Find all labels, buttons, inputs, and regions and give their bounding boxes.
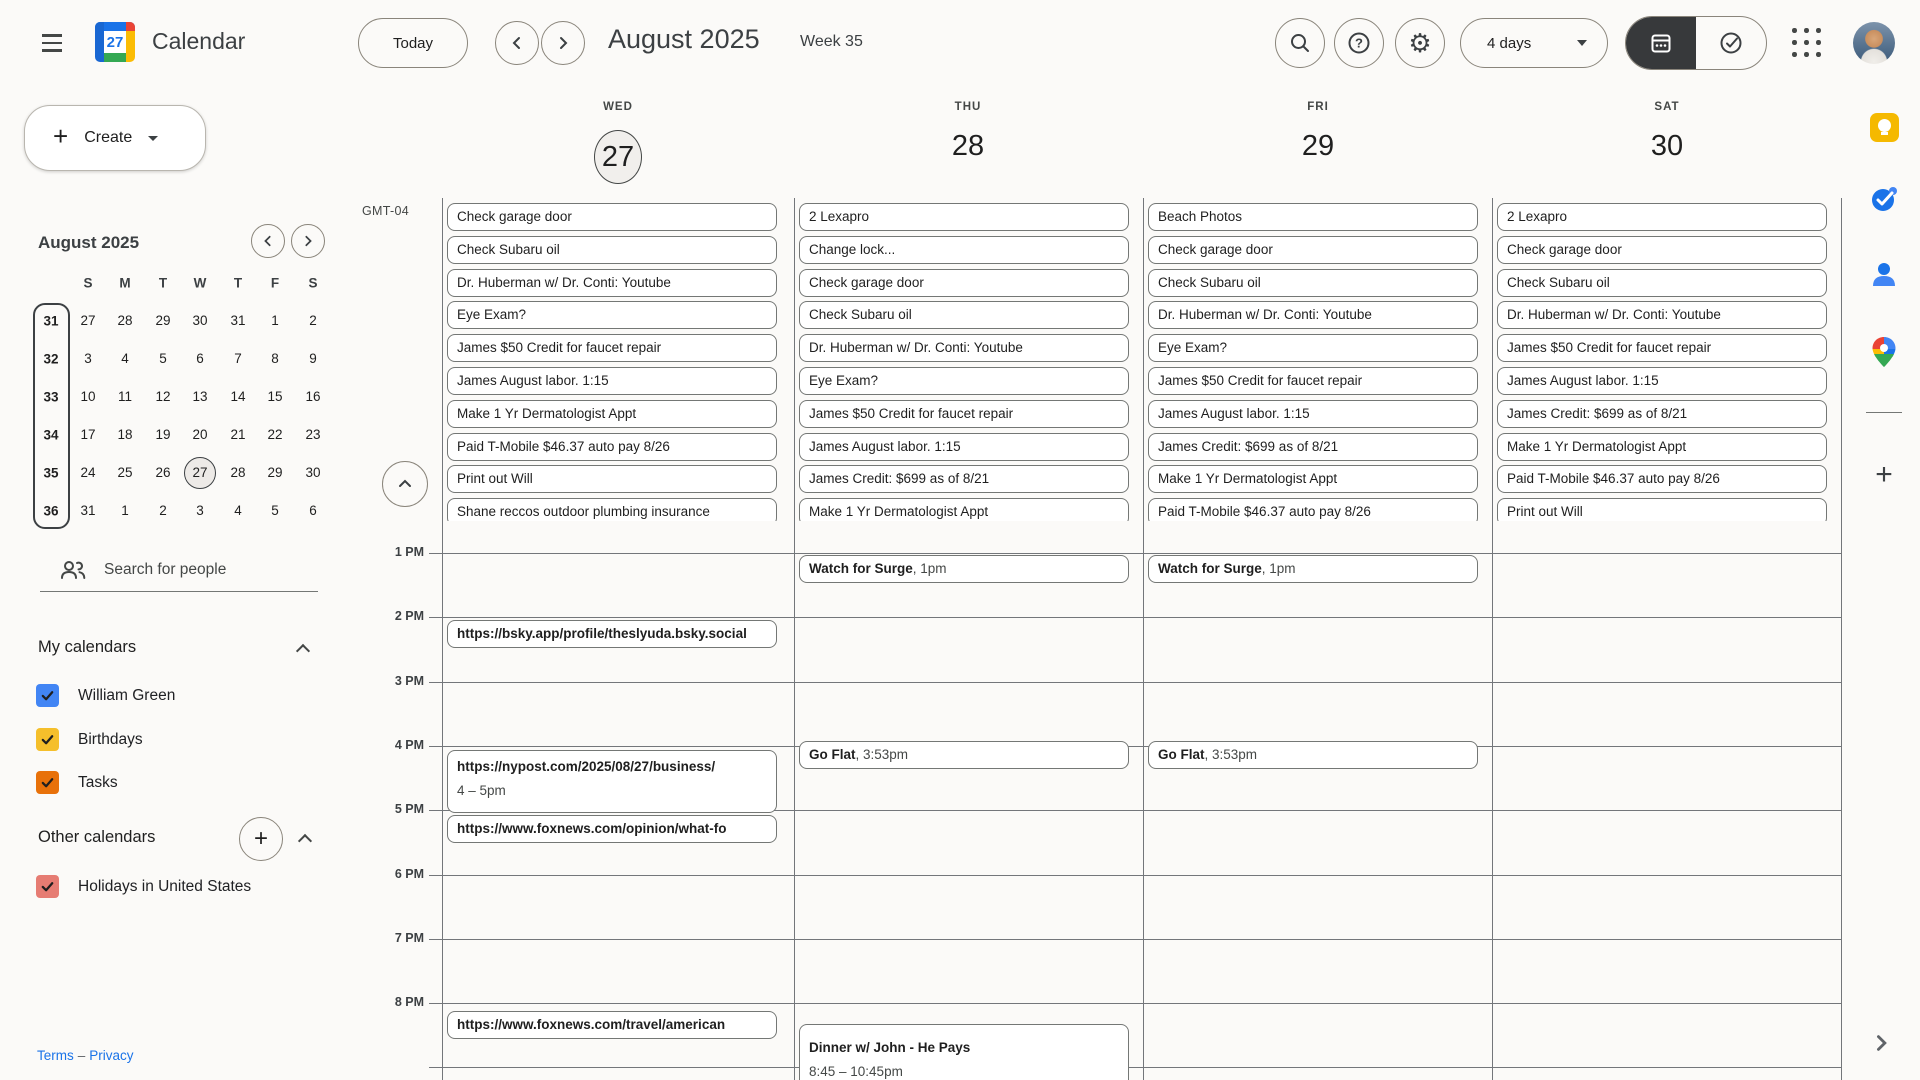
- all-day-event-chip[interactable]: James August labor. 1:15: [447, 367, 777, 395]
- event-title: Go Flat: [809, 747, 856, 762]
- mini-calendar-day[interactable]: 26: [155, 465, 171, 480]
- all-day-event-chip[interactable]: Beach Photos: [1148, 203, 1478, 231]
- all-day-event-chip[interactable]: James $50 Credit for faucet repair: [447, 334, 777, 362]
- all-day-event-chip[interactable]: Paid T-Mobile $46.37 auto pay 8/26: [1148, 498, 1478, 521]
- privacy-link[interactable]: Privacy: [89, 1048, 134, 1063]
- calendar-checkbox[interactable]: [36, 684, 59, 707]
- all-day-event-chip[interactable]: Eye Exam?: [447, 301, 777, 329]
- mini-calendar-week-numbers-outline: [33, 303, 70, 529]
- mini-calendar-day[interactable]: 22: [267, 427, 283, 442]
- all-day-event-chip[interactable]: Check Subaru oil: [1497, 269, 1827, 297]
- chevron-left-icon: [262, 235, 274, 247]
- hour-tick: [429, 1003, 442, 1004]
- hour-label: 3 PM: [394, 674, 424, 688]
- mini-calendar-day[interactable]: 7: [234, 351, 242, 366]
- mini-calendar-day[interactable]: 5: [159, 351, 167, 366]
- check-icon: [40, 688, 55, 703]
- mini-calendar-day[interactable]: 29: [155, 313, 171, 328]
- all-day-event-chip[interactable]: Print out Will: [1497, 498, 1827, 521]
- mini-calendar-day[interactable]: 28: [230, 465, 246, 480]
- calendar-list-item[interactable]: [36, 684, 175, 707]
- event-time: 8:45 – 10:45pm: [809, 1064, 903, 1079]
- mini-calendar-day-header: S: [308, 275, 318, 291]
- hour-label: 1 PM: [394, 545, 424, 559]
- all-day-event-chip[interactable]: James August labor. 1:15: [799, 433, 1129, 461]
- next-period-button[interactable]: [541, 21, 585, 65]
- mini-calendar-day[interactable]: 2: [309, 313, 317, 328]
- google-keep-icon[interactable]: [1866, 113, 1902, 142]
- other-calendars-title: Other calendars: [38, 828, 156, 846]
- mini-calendar-day[interactable]: 4: [121, 351, 129, 366]
- all-day-event-chip[interactable]: Check garage door: [1497, 236, 1827, 264]
- hour-label: 7 PM: [394, 931, 424, 945]
- all-day-event-chip[interactable]: James Credit: $699 as of 8/21: [1148, 433, 1478, 461]
- hide-side-panel-button[interactable]: [1872, 1034, 1896, 1058]
- mini-calendar-prev-button[interactable]: [251, 224, 285, 258]
- all-day-event-chip[interactable]: Print out Will: [447, 465, 777, 493]
- mini-calendar-day[interactable]: 31: [80, 503, 96, 518]
- all-day-event-chip[interactable]: Check garage door: [799, 269, 1129, 297]
- event-title: Watch for Surge: [809, 561, 913, 576]
- mini-calendar-week-number: 35: [43, 465, 59, 481]
- all-day-events-section: [442, 198, 1842, 521]
- mini-calendar-day[interactable]: 21: [230, 427, 246, 442]
- svg-text:?: ?: [1355, 35, 1363, 51]
- chevron-right-icon: [302, 235, 314, 247]
- add-other-calendars-button[interactable]: +: [239, 817, 283, 861]
- mini-calendar-day[interactable]: 13: [192, 389, 208, 404]
- week-number-label: Week 35: [800, 33, 863, 50]
- mini-calendar-day[interactable]: 1: [121, 503, 129, 518]
- mini-calendar-next-button[interactable]: [291, 224, 325, 258]
- chevron-up-icon: [397, 476, 413, 492]
- main-menu-button[interactable]: [30, 21, 74, 65]
- google-calendar-logo: [95, 22, 135, 62]
- mini-calendar-day[interactable]: 2: [159, 503, 167, 518]
- mini-calendar-day-selected[interactable]: 27: [184, 457, 216, 489]
- event-title: https://www.foxnews.com/opinion/what-fo: [457, 821, 727, 836]
- time-grid-day-column[interactable]: [1144, 521, 1492, 1080]
- mini-calendar-day[interactable]: 19: [155, 427, 171, 442]
- timed-event-chip[interactable]: [1148, 555, 1478, 583]
- mini-calendar-day[interactable]: 16: [305, 389, 321, 404]
- all-day-event-chip[interactable]: Make 1 Yr Dermatologist Appt: [1497, 433, 1827, 461]
- mini-calendar-day-header: S: [83, 275, 93, 291]
- hour-tick: [429, 746, 442, 747]
- calendar-label: William Green: [78, 686, 176, 704]
- check-icon: [40, 775, 55, 790]
- event-title: https://nypost.com/2025/08/27/business/: [457, 759, 716, 774]
- mini-calendar-day[interactable]: 8: [271, 351, 279, 366]
- today-button[interactable]: Today: [358, 18, 468, 68]
- all-day-event-chip[interactable]: Change lock...: [799, 236, 1129, 264]
- calendar-label: Holidays in United States: [78, 877, 252, 895]
- time-grid-day-column[interactable]: [795, 521, 1143, 1080]
- event-title: Dinner w/ John - He Pays: [809, 1040, 971, 1055]
- chevron-right-icon: [556, 36, 570, 50]
- my-calendars-title: My calendars: [38, 638, 137, 656]
- app-title: Calendar: [152, 28, 246, 54]
- plus-icon: +: [53, 121, 69, 151]
- all-day-event-chip[interactable]: James August labor. 1:15: [1148, 400, 1478, 428]
- settings-button[interactable]: [1395, 18, 1445, 68]
- day-header-date-today[interactable]: 27: [594, 130, 642, 184]
- mini-calendar-day[interactable]: 29: [267, 465, 283, 480]
- hour-tick: [429, 682, 442, 683]
- mini-calendar-day[interactable]: 18: [117, 427, 133, 442]
- mini-calendar-day-header: M: [119, 275, 131, 291]
- mini-calendar-week-number: 33: [43, 389, 59, 405]
- my-calendars-collapse-chevron[interactable]: [296, 644, 310, 658]
- mini-calendar-day[interactable]: 30: [305, 465, 321, 480]
- mini-calendar-day[interactable]: 12: [155, 389, 171, 404]
- all-day-event-chip[interactable]: James Credit: $699 as of 8/21: [1497, 400, 1827, 428]
- hour-label: 2 PM: [394, 609, 424, 623]
- event-time: 4 – 5pm: [457, 783, 506, 798]
- all-day-event-chip[interactable]: 2 Lexapro: [799, 203, 1129, 231]
- all-day-event-chip[interactable]: Make 1 Yr Dermatologist Appt: [799, 498, 1129, 521]
- search-button[interactable]: [1275, 18, 1325, 68]
- google-apps-grid-button[interactable]: [1792, 28, 1822, 58]
- all-day-event-chip[interactable]: Check Subaru oil: [1148, 269, 1478, 297]
- day-header-weekday: FRI: [1307, 101, 1329, 113]
- calendar-icon: [1649, 31, 1673, 55]
- all-day-event-chip[interactable]: James Credit: $699 as of 8/21: [799, 465, 1129, 493]
- mini-calendar-week-number: 31: [43, 313, 59, 329]
- mini-calendar-day[interactable]: 10: [80, 389, 96, 404]
- mini-calendar-day-header: F: [270, 275, 280, 291]
- hour-tick: [429, 875, 442, 876]
- previous-period-button[interactable]: [495, 21, 539, 65]
- tasks-check-icon: [1718, 30, 1744, 56]
- hour-label: 5 PM: [394, 802, 424, 816]
- chevron-left-icon: [510, 36, 524, 50]
- mini-calendar-week-number: 32: [43, 351, 59, 367]
- hour-tick: [429, 553, 442, 554]
- search-icon: [1289, 32, 1311, 54]
- all-day-event-chip[interactable]: James $50 Credit for faucet repair: [799, 400, 1129, 428]
- help-icon: [1347, 31, 1371, 55]
- mini-calendar-day-header: T: [233, 275, 243, 291]
- terms-link[interactable]: Terms: [37, 1048, 74, 1063]
- mini-calendar-day[interactable]: 11: [117, 389, 132, 404]
- mini-calendar-day[interactable]: 6: [309, 503, 317, 518]
- all-day-event-chip[interactable]: James $50 Credit for faucet repair: [1148, 367, 1478, 395]
- mini-calendar-day[interactable]: 3: [196, 503, 204, 518]
- calendar-view-toggle-button[interactable]: [1626, 17, 1696, 69]
- chevron-down-icon: [1577, 40, 1587, 46]
- calendar-checkbox[interactable]: [36, 728, 59, 751]
- mini-calendar-day[interactable]: 15: [267, 389, 283, 404]
- all-day-event-chip[interactable]: Check garage door: [1148, 236, 1478, 264]
- calendar-checkbox[interactable]: [36, 875, 59, 898]
- chevron-down-icon: [148, 136, 158, 141]
- logo-day-number: 27: [104, 31, 126, 53]
- day-header-weekday: THU: [954, 101, 982, 113]
- timed-event-chip[interactable]: [447, 815, 777, 843]
- event-time: , 1pm: [912, 561, 947, 576]
- mini-calendar-day-header: W: [193, 275, 207, 291]
- calendar-list-item[interactable]: [36, 728, 143, 751]
- create-button[interactable]: + Create: [24, 105, 206, 171]
- view-selector-value: 4 days: [1487, 34, 1532, 52]
- timed-event-chip[interactable]: [799, 1024, 1129, 1080]
- mini-calendar-day[interactable]: 9: [309, 351, 317, 366]
- mini-calendar-week-number: 34: [43, 427, 59, 443]
- calendar-tasks-toggle: [1625, 16, 1767, 70]
- help-button[interactable]: [1334, 18, 1384, 68]
- mini-calendar-day[interactable]: 23: [305, 427, 321, 442]
- timezone-label: GMT-04: [362, 204, 409, 218]
- event-time: , 3:53pm: [1204, 747, 1258, 762]
- time-grid-day-column[interactable]: [1493, 521, 1841, 1080]
- google-contacts-icon[interactable]: [1866, 260, 1902, 288]
- check-icon: [40, 732, 55, 747]
- other-calendars-collapse-chevron[interactable]: [298, 834, 312, 848]
- all-day-event-chip[interactable]: Dr. Huberman w/ Dr. Conti: Youtube: [1148, 301, 1478, 329]
- all-day-event-chip[interactable]: Paid T-Mobile $46.37 auto pay 8/26: [1497, 465, 1827, 493]
- footer-links: Terms – Privacy: [37, 1048, 134, 1063]
- event-title: https://www.foxnews.com/travel/american: [457, 1017, 726, 1032]
- all-day-event-chip[interactable]: Eye Exam?: [799, 367, 1129, 395]
- hour-tick: [429, 810, 442, 811]
- hour-tick: [429, 939, 442, 940]
- search-people-field[interactable]: [40, 548, 318, 592]
- mini-calendar-day[interactable]: 1: [271, 313, 279, 328]
- mini-calendar-day[interactable]: 5: [271, 503, 279, 518]
- all-day-event-chip[interactable]: Make 1 Yr Dermatologist Appt: [447, 400, 777, 428]
- all-day-event-chip[interactable]: Check Subaru oil: [799, 301, 1129, 329]
- hour-label: 8 PM: [394, 995, 424, 1009]
- event-time: , 1pm: [1261, 561, 1296, 576]
- timed-event-chip[interactable]: [799, 741, 1129, 769]
- all-day-event-chip[interactable]: Paid T-Mobile $46.37 auto pay 8/26: [447, 433, 777, 461]
- all-day-event-chip[interactable]: James August labor. 1:15: [1497, 367, 1827, 395]
- event-title: https://bsky.app/profile/theslyuda.bsky.social: [457, 626, 747, 641]
- get-add-ons-button[interactable]: +: [1875, 458, 1893, 491]
- current-month-title: August 2025: [608, 24, 760, 54]
- people-icon: [60, 559, 86, 581]
- event-title: Go Flat: [1158, 747, 1205, 762]
- all-day-event-chip[interactable]: Make 1 Yr Dermatologist Appt: [1148, 465, 1478, 493]
- day-header-weekday: SAT: [1654, 101, 1680, 113]
- mini-calendar-day[interactable]: 31: [230, 313, 246, 328]
- all-day-event-chip[interactable]: James $50 Credit for faucet repair: [1497, 334, 1827, 362]
- calendar-list-item[interactable]: [36, 771, 118, 794]
- all-day-event-chip[interactable]: Check Subaru oil: [447, 236, 777, 264]
- all-day-event-chip[interactable]: Dr. Huberman w/ Dr. Conti: Youtube: [1497, 301, 1827, 329]
- mini-calendar-day[interactable]: 30: [192, 313, 208, 328]
- google-tasks-icon[interactable]: [1866, 184, 1902, 214]
- event-time: , 3:53pm: [855, 747, 909, 762]
- mini-calendar-day[interactable]: 14: [230, 389, 246, 404]
- all-day-event-chip[interactable]: Check garage door: [447, 203, 777, 231]
- all-day-event-chip[interactable]: 2 Lexapro: [1497, 203, 1827, 231]
- day-header-date[interactable]: 29: [1301, 130, 1335, 162]
- timed-event-chip[interactable]: [447, 1011, 777, 1039]
- view-selector-dropdown[interactable]: [1460, 18, 1608, 68]
- timed-event-chip[interactable]: [1148, 741, 1478, 769]
- hour-label: 6 PM: [394, 867, 424, 881]
- mini-calendar-day[interactable]: 20: [192, 427, 208, 442]
- tasks-view-toggle-button[interactable]: [1696, 17, 1766, 69]
- day-header-date[interactable]: 30: [1650, 130, 1684, 162]
- mini-calendar-day[interactable]: 24: [80, 465, 96, 480]
- mini-calendar-day[interactable]: 17: [80, 427, 96, 442]
- day-header-weekday: WED: [603, 101, 633, 113]
- calendar-label: Tasks: [78, 773, 118, 791]
- all-day-event-chip[interactable]: Shane reccos outdoor plumbing insurance: [447, 498, 777, 521]
- hour-tick: [429, 617, 442, 618]
- google-maps-icon[interactable]: [1866, 336, 1902, 368]
- timed-event-chip[interactable]: [799, 555, 1129, 583]
- all-day-event-chip[interactable]: Eye Exam?: [1148, 334, 1478, 362]
- mini-calendar-day[interactable]: 4: [234, 503, 242, 518]
- timed-event-chip[interactable]: [447, 620, 777, 648]
- all-day-event-chip[interactable]: Dr. Huberman w/ Dr. Conti: Youtube: [799, 334, 1129, 362]
- check-icon: [40, 879, 55, 894]
- mini-calendar-title: August 2025: [38, 233, 140, 252]
- mini-calendar-day-header: T: [158, 275, 168, 291]
- search-people-placeholder: Search for people: [104, 560, 227, 578]
- gear-icon: ⚙: [1408, 28, 1432, 58]
- collapse-all-day-section-button[interactable]: [382, 461, 428, 507]
- timed-event-chip[interactable]: [447, 750, 777, 813]
- chevron-right-icon: [1872, 1034, 1890, 1052]
- event-title: Watch for Surge: [1158, 561, 1262, 576]
- hour-label: 4 PM: [394, 738, 424, 752]
- hour-tick: [429, 1067, 442, 1068]
- calendar-label: Birthdays: [78, 730, 143, 748]
- side-panel-divider: [1866, 412, 1902, 413]
- mini-calendar-day[interactable]: 27: [80, 313, 96, 328]
- day-header-date[interactable]: 28: [951, 130, 985, 162]
- mini-calendar-day[interactable]: 28: [117, 313, 133, 328]
- mini-calendar-day[interactable]: 25: [117, 465, 133, 480]
- calendar-list-item[interactable]: [36, 875, 251, 898]
- calendar-checkbox[interactable]: [36, 771, 59, 794]
- user-avatar[interactable]: [1853, 22, 1895, 64]
- mini-calendar-week-number: 36: [43, 503, 59, 519]
- all-day-event-chip[interactable]: Dr. Huberman w/ Dr. Conti: Youtube: [447, 269, 777, 297]
- mini-calendar-day[interactable]: 3: [84, 351, 92, 366]
- mini-calendar-day[interactable]: 6: [196, 351, 204, 366]
